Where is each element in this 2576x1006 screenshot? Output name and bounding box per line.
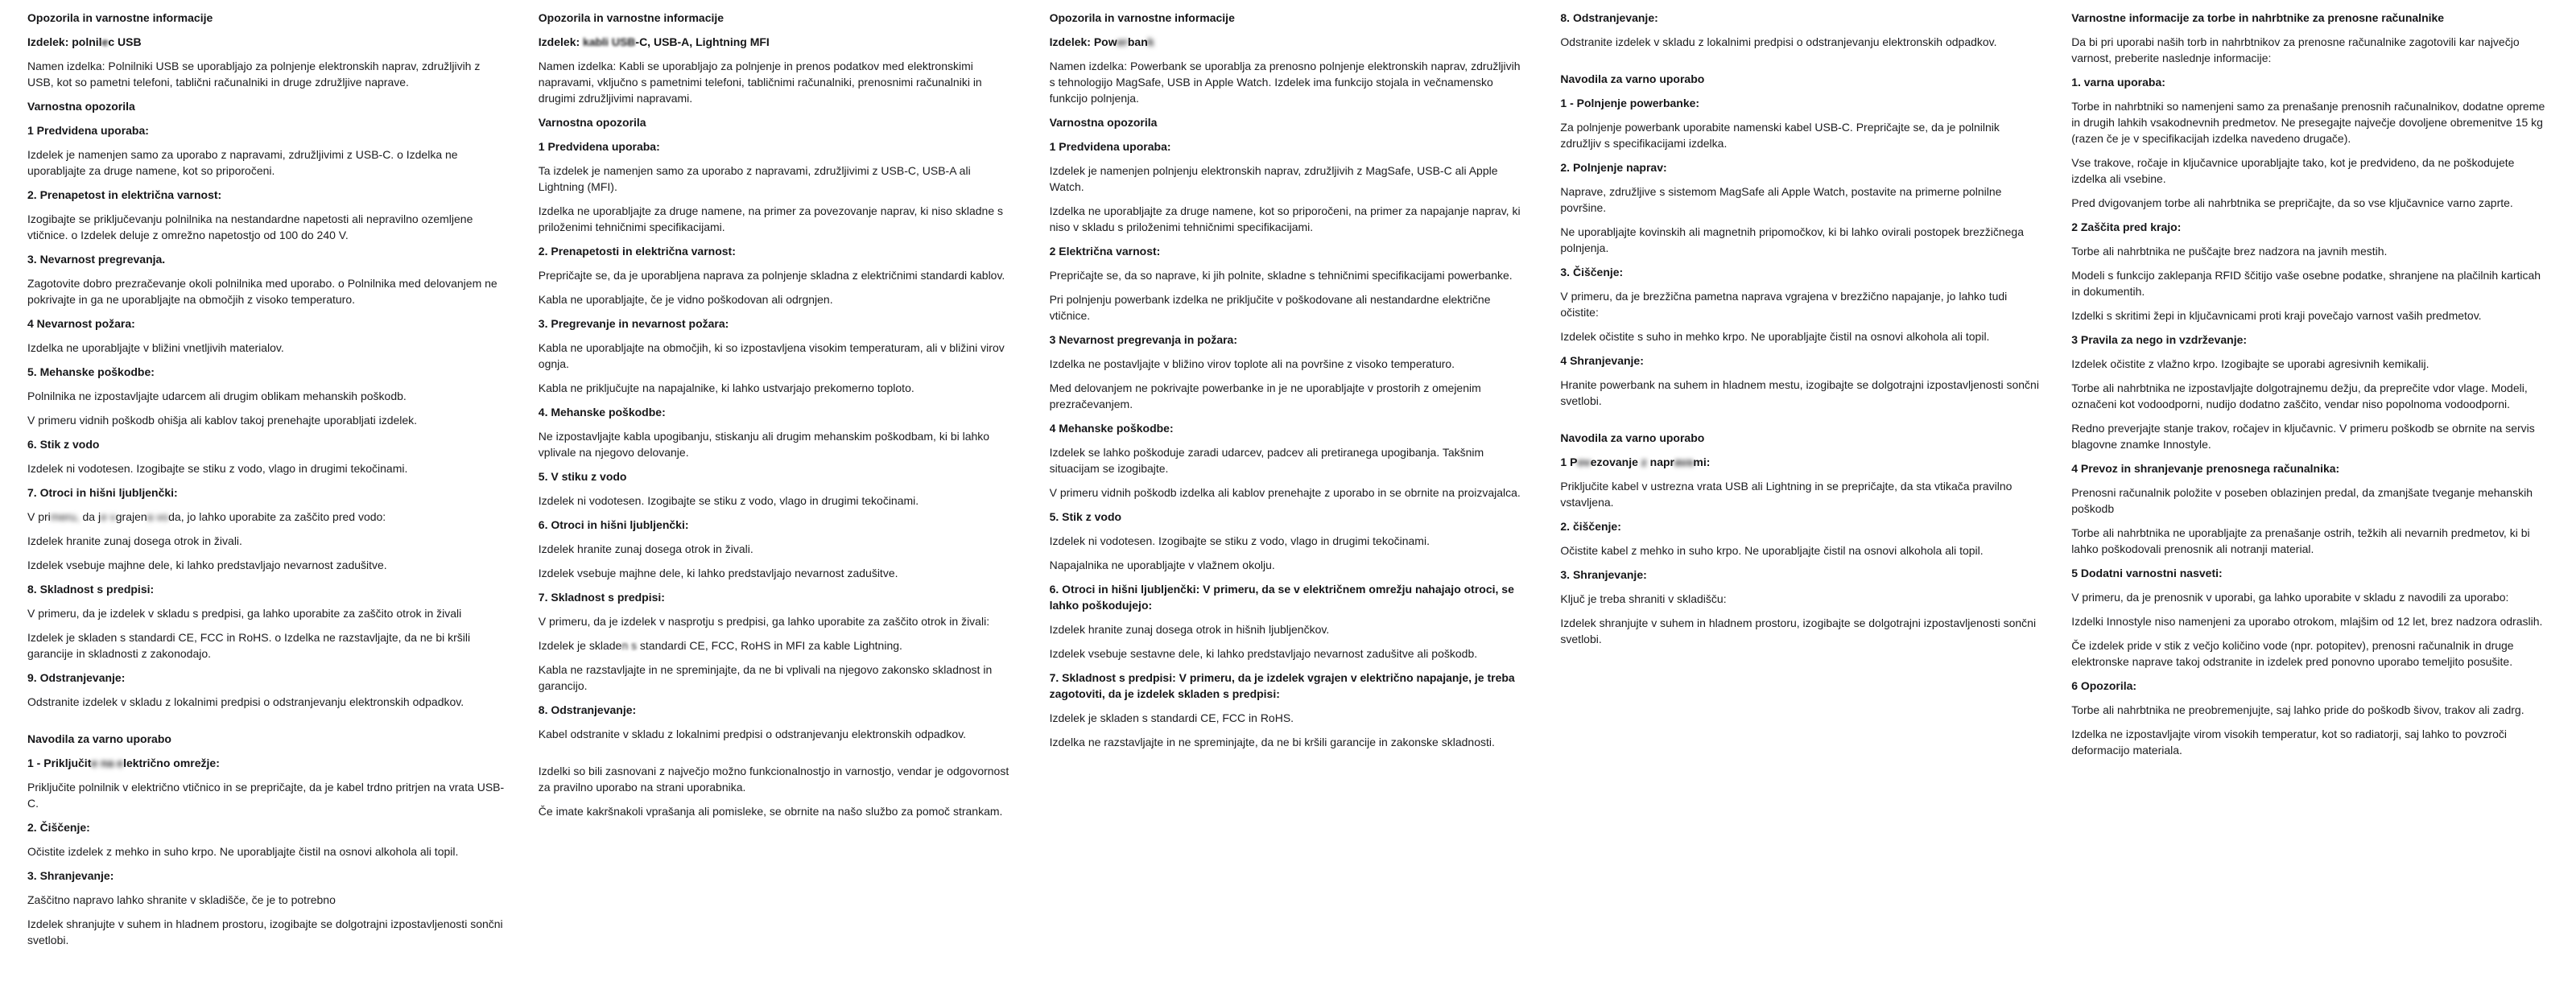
- paragraph: [539, 541, 1018, 557]
- text-run: 2. Polnjenje naprav:: [1560, 161, 1667, 174]
- text-run: Izdelka ne uporabljajte v bližini vnetljivih materialov.: [27, 341, 284, 354]
- paragraph: [539, 203, 1018, 235]
- heading: [27, 868, 506, 884]
- heading: [27, 819, 506, 835]
- heading: [1050, 138, 1529, 155]
- heading: [27, 581, 506, 597]
- paragraph: [27, 629, 506, 662]
- text-run: Izdelek se lahko poškoduje zaradi udarcev, padcev ali pretiranega upogibanja. Takšnim situacijam se izogibajte.: [1049, 446, 1484, 475]
- text-run: ban: [1127, 35, 1148, 48]
- text-run: 8. Odstranjevanje:: [538, 703, 637, 716]
- text-run: 1 P: [1560, 456, 1578, 468]
- paragraph: [2071, 613, 2550, 629]
- text-run: V primeru vidnih poškodb izdelka ali kablov prenehajte z uporabo in se obrnite na proizvajalca.: [1049, 486, 1521, 499]
- paragraph: [27, 605, 506, 621]
- text-run: 4 Mehanske poškodbe:: [1049, 422, 1174, 435]
- heading: [27, 670, 506, 686]
- paragraph: [27, 892, 506, 908]
- text-run: Izdelek ni vodotesen. Izogibajte se stiku z vodo, vlago in drugimi tekočinami.: [27, 462, 408, 475]
- paragraph: [27, 779, 506, 811]
- text-run: 7. Skladnost s predpisi:: [538, 591, 665, 604]
- text-run: 3 Nevarnost pregrevanja in požara:: [1049, 333, 1238, 346]
- paragraph: [539, 267, 1018, 283]
- heading: [1560, 518, 2039, 534]
- paragraph: [1050, 734, 1529, 750]
- text-run: Pri polnjenju powerbank izdelka ne priključite v poškodovane ali nestandardne električne vtičnice.: [1049, 293, 1491, 322]
- heading: [2071, 332, 2550, 348]
- paragraph: [2071, 34, 2550, 66]
- text-run: Namen izdelka: Polnilniki USB se uporabljajo za polnjenje elektronskih naprav, združljivih z USB, kot so pametni telefoni, tablični računalniki in druge združljive naprave.: [27, 60, 481, 89]
- text-run: Izogibajte se priključevanju polnilnika na nestandardne napetosti ali nepravilno ozemljene vtičnice. o Izdelek deluje z omrežno napetostjo od 100 do 240 V.: [27, 212, 473, 241]
- paragraph: [2071, 637, 2550, 670]
- text-run: Izdelki so bili zasnovani z največjo možno funkcionalnostjo in varnostjo, vendar je odgovornost za pravilno uporabo na strani uporabnika.: [538, 765, 1009, 794]
- paragraph: [1560, 542, 2039, 559]
- text-run: Opozorila in varnostne informacije: [538, 11, 724, 24]
- heading: [539, 138, 1018, 155]
- redacted-text: e na e: [91, 757, 124, 769]
- text-run: 4 Shranjevanje:: [1560, 354, 1644, 367]
- redacted-text: e v: [101, 510, 116, 523]
- paragraph: [2071, 155, 2550, 187]
- text-run: Varnostna opozorila: [1049, 116, 1158, 129]
- paragraph: [539, 637, 1018, 653]
- text-run: Da bi pri uporabi naših torb in nahrbtnikov za prenosne računalnike zagotovili kar največjo varnost, preberite naslednje informacije:: [2071, 35, 2520, 64]
- text-run: V primeru, da je izdelek v nasprotju s predpisi, ga lahko uporabite za zaščito otrok in živali:: [538, 615, 990, 628]
- text-run: Navodila za varno uporabo: [1560, 72, 1705, 85]
- text-run: V primeru, da je brezžična pametna naprava vgrajena v brezžično napajanje, jo lahko tudi očistite:: [1560, 290, 2008, 319]
- paragraph: [539, 380, 1018, 396]
- section-title: [539, 10, 1018, 26]
- paragraph: [27, 843, 506, 860]
- paragraph: [27, 916, 506, 948]
- text-run: Izdelek:: [538, 35, 584, 48]
- text-run: Izdelek ni vodotesen. Izogibajte se stiku z vodo, vlago in drugimi tekočinami.: [1049, 534, 1430, 547]
- text-run: V primeru vidnih poškodb ohišja ali kablov takoj prenehajte uporabljati izdelek.: [27, 414, 418, 427]
- text-run: Opozorila in varnostne informacije: [1049, 11, 1235, 24]
- paragraph: [1050, 710, 1529, 726]
- paragraph: [27, 509, 506, 525]
- text-run: 5 Dodatni varnostni nasveti:: [2071, 567, 2223, 579]
- redacted-text: a vo: [147, 510, 169, 523]
- text-run: Vse trakove, ročaje in ključavnice uporabljajte tako, kot je predvideno, da ne poškodujete izdelka ali vsebine.: [2071, 156, 2515, 185]
- heading: [27, 187, 506, 203]
- text-run: Varnostna opozorila: [538, 116, 646, 129]
- text-run: Izdelek očistite s suho in mehko krpo. Ne uporabljajte čistil na osnovi alkohola ali topil.: [1560, 330, 1990, 343]
- text-run: Odstranite izdelek v skladu z lokalnimi predpisi o odstranjevanju elektronskih odpadkov.: [27, 695, 464, 708]
- text-run: da j: [79, 510, 101, 523]
- text-run: Opozorila in varnostne informacije: [27, 11, 213, 24]
- heading: [27, 251, 506, 267]
- redacted-text: n s: [621, 639, 637, 652]
- heading: [1560, 430, 2039, 446]
- text-run: Izdelek: polnil: [27, 35, 102, 48]
- redacted-text: er: [1117, 35, 1128, 48]
- paragraph: [2071, 380, 2550, 412]
- section-title: [27, 10, 506, 26]
- text-run: Izdelek je sklade: [538, 639, 622, 652]
- paragraph: [2071, 98, 2550, 146]
- text-run: Zaščitno napravo lahko shranite v skladišče, če je to potrebno: [27, 893, 336, 906]
- heading: [539, 243, 1018, 259]
- text-run: 1. varna uporaba:: [2071, 76, 2165, 89]
- paragraph: [2071, 484, 2550, 517]
- heading: [539, 468, 1018, 484]
- text-run: Izdelka ne uporabljajte za druge namene, na primer za povezovanje naprav, ki niso skladne s priloženimi tehničnimi specifikacijami.: [538, 204, 1003, 233]
- redacted-text: k: [1147, 35, 1154, 48]
- text-run: Izdelek hranite zunaj dosega otrok in hišnih ljubljenčkov.: [1049, 623, 1330, 636]
- text-run: Modeli s funkcijo zaklepanja RFID ščitijo vaše osebne podatke, shranjene na plačilnih karticah in dokumentih.: [2071, 269, 2541, 298]
- text-run: 5. V stiku z vodo: [538, 470, 627, 483]
- paragraph: [2071, 702, 2550, 718]
- text-run: 1 - Polnjenje powerbanke:: [1560, 97, 1700, 109]
- text-run: 2. Čiščenje:: [27, 821, 90, 834]
- text-run: Prepričajte se, da je uporabljena naprava za polnjenje skladna z električnimi standardi kablov.: [538, 269, 1005, 282]
- paragraph: [27, 412, 506, 428]
- text-run: Ključ je treba shraniti v skladišču:: [1560, 592, 1727, 605]
- redacted-text: z: [1641, 456, 1647, 468]
- heading: [1050, 509, 1529, 525]
- text-run: 8. Skladnost s predpisi:: [27, 583, 155, 596]
- text-run: Izdelek shranjujte v suhem in hladnem prostoru, izogibajte se dolgotrajni izpostavljenosti sončni svetlobi.: [27, 917, 503, 946]
- paragraph: [1050, 356, 1529, 372]
- heading: [539, 702, 1018, 718]
- text-run: c USB: [108, 35, 142, 48]
- text-run: 1 Predvidena uporaba:: [1049, 140, 1171, 153]
- paragraph: [539, 291, 1018, 307]
- text-run: Prenosni računalnik položite v poseben oblazinjen predal, da zmanjšate tveganje mehanskih poškodb: [2071, 486, 2533, 515]
- text-run: 1 Predvidena uporaba:: [538, 140, 660, 153]
- redacted-text: e: [101, 35, 109, 48]
- text-run: Če imate kakršnakoli vprašanja ali pomisleke, se obrnite na našo službo za pomoč strankam.: [538, 805, 1003, 818]
- text-run: Varnostne informacije za torbe in nahrbtnike za prenosne računalnike: [2071, 11, 2445, 24]
- text-run: Kabla ne razstavljajte in ne spreminjajte, da ne bi vplivali na njegovo zakonsko skladnost in garancijo.: [538, 663, 993, 692]
- text-run: 3. Shranjevanje:: [1560, 568, 1647, 581]
- paragraph: [1050, 557, 1529, 573]
- text-run: Izdelek hranite zunaj dosega otrok in živali.: [538, 542, 753, 555]
- text-run: Torbe ali nahrbtnika ne izpostavljajte dolgotrajnemu dežju, da preprečite vdor vlage. Modeli, označeni kot vodoodporni, nudijo dodatno zaščito, vendar niso popolnoma vodoodporni.: [2071, 381, 2528, 410]
- text-run: Kabla ne uporabljajte, če je vidno poškodovan ali odrgnjen.: [538, 293, 833, 306]
- paragraph: [1050, 621, 1529, 637]
- text-run: Navodila za varno uporabo: [27, 732, 171, 745]
- text-run: Priključite kabel v ustrezna vrata USB ali Lightning in se prepričajte, da sta vtikača pravilno vstavljena.: [1560, 480, 2013, 509]
- paragraph: [1560, 591, 2039, 607]
- text-run: Naprave, združljive s sistemom MagSafe ali Apple Watch, postavite na primerne polnilne površine.: [1560, 185, 2002, 214]
- text-run: 7. Otroci in hišni ljubljenčki:: [27, 486, 178, 499]
- text-run: 2. čiščenje:: [1560, 520, 1621, 533]
- heading: [27, 484, 506, 501]
- text-run: Med delovanjem ne pokrivajte powerbanke in je ne uporabljajte v prostorih z omejenim prezračevanjem.: [1049, 381, 1481, 410]
- redacted-text: ava: [1674, 456, 1694, 468]
- paragraph: [1560, 615, 2039, 647]
- paragraph: [1050, 163, 1529, 195]
- heading: [1050, 420, 1529, 436]
- text-run: 3 Pravila za nego in vzdrževanje:: [2071, 333, 2248, 346]
- heading: [539, 517, 1018, 533]
- text-run: 9. Odstranjevanje:: [27, 671, 126, 684]
- text-run: standardi CE, FCC, RoHS in MFI za kable Lightning.: [637, 639, 902, 652]
- text-run: 1 - Priključit: [27, 757, 92, 769]
- paragraph: [1050, 380, 1529, 412]
- text-run: Izdelek je namenjen polnjenju elektronskih naprav, združljivih z MagSafe, USB-C ali Apple Watch.: [1049, 164, 1498, 193]
- heading: [1560, 353, 2039, 369]
- text-run: Izdelek ni vodotesen. Izogibajte se stiku z vodo, vlago in drugimi tekočinami.: [538, 494, 919, 507]
- heading: [539, 589, 1018, 605]
- paragraph: [27, 533, 506, 549]
- text-run: Kabla ne priključujte na napajalnike, ki lahko ustvarjajo prekomerno toploto.: [538, 381, 914, 394]
- paragraph: [539, 662, 1018, 694]
- column-cables: [539, 10, 1018, 1006]
- text-run: 2. Prenapetost in električna varnost:: [27, 188, 222, 201]
- text-run: Očistite izdelek z mehko in suho krpo. Ne uporabljajte čistil na osnovi alkohola ali topil.: [27, 845, 459, 858]
- text-run: 5. Mehanske poškodbe:: [27, 365, 155, 378]
- heading: [1050, 243, 1529, 259]
- text-run: 3. Čiščenje:: [1560, 266, 1624, 278]
- paragraph: [1560, 224, 2039, 256]
- text-run: Redno preverjajte stanje trakov, ročajev in ključavnic. V primeru poškodb se obrnite na servis blagovne znamke Innostyle.: [2071, 422, 2535, 451]
- paragraph: [1050, 203, 1529, 235]
- paragraph: [27, 460, 506, 476]
- paragraph: [27, 388, 506, 404]
- text-run: Hranite powerbank na suhem in hladnem mestu, izogibajte se dolgotrajni izpostavljenosti sončni svetlobi.: [1560, 378, 2039, 407]
- text-run: Če izdelek pride v stik z večjo količino vode (npr. potopitev), prenosni računalnik in druge elektronske naprave takoj odstranite in izdelek pred ponovno uporabo temeljito posušite.: [2071, 639, 2514, 668]
- paragraph: [1560, 377, 2039, 409]
- text-run: Namen izdelka: Powerbank se uporablja za prenosno polnjenje elektronskih naprav, združljivih s tehnologijo MagSafe, USB in Apple Watch. Izdelek ima funkcijo stojala in večnamensko funkcijo polnjenja.: [1049, 60, 1521, 105]
- heading: [1560, 71, 2039, 87]
- heading: [539, 404, 1018, 420]
- text-run: Pred dvigovanjem torbe ali nahrbtnika se prepričajte, da so vse ključavnice varno zaprte.: [2071, 196, 2513, 209]
- paragraph: [27, 557, 506, 573]
- text-run: 8. Odstranjevanje:: [1560, 11, 1658, 24]
- text-run: Torbe ali nahrbtnika ne puščajte brez nadzora na javnih mestih.: [2071, 245, 2388, 258]
- text-run: Izdelki Innostyle niso namenjeni za uporabo otrokom, mlajšim od 12 let, brez nadzora odraslih.: [2071, 615, 2543, 628]
- heading: [27, 436, 506, 452]
- text-run: Torbe ali nahrbtnika ne uporabljajte za prenašanje ostrih, težkih ali nevarnih predmetov, ki bi lahko poškodovali prenosnik ali notranji material.: [2071, 526, 2530, 555]
- text-run: Torbe ali nahrbtnika ne preobremenjujte, saj lahko pride do poškodb šivov, trakov ali zadrg.: [2071, 703, 2524, 716]
- section-title: [1050, 10, 1529, 26]
- text-run: Izdelka ne uporabljajte za druge namene, kot so priporočeni, na primer za napajanje naprav, ki niso v skladu s priloženimi tehničnimi specifikacijami.: [1049, 204, 1521, 233]
- heading: [27, 364, 506, 380]
- text-run: Izdelek hranite zunaj dosega otrok in živali.: [27, 534, 242, 547]
- paragraph: [27, 275, 506, 307]
- section-title: [2071, 10, 2550, 26]
- text-run: Torbe in nahrbtniki so namenjeni samo za prenašanje prenosnih računalnikov, dodatne opreme in drugih lahkih vsakodnevnih predmetov. Ne presegajte največje dovoljene obremenitve 15 kg (razen če je v specifikacijah izdelka navedeno drugače).: [2071, 100, 2545, 145]
- heading: [1050, 114, 1529, 130]
- text-run: Očistite kabel z mehko in suho krpo. Ne uporabljajte čistil na osnovi alkohola ali topil.: [1560, 544, 1984, 557]
- paragraph: [539, 565, 1018, 581]
- heading: [27, 98, 506, 114]
- text-run: 2 Zaščita pred krajo:: [2071, 221, 2182, 233]
- paragraph: [1050, 291, 1529, 324]
- text-run: 1 Predvidena uporaba:: [27, 124, 149, 137]
- text-run: 4 Prevoz in shranjevanje prenosnega računalnika:: [2071, 462, 2340, 475]
- text-run: Napajalnika ne uporabljajte v vlažnem okolju.: [1049, 559, 1275, 571]
- text-run: 6. Stik z vodo: [27, 438, 100, 451]
- text-run: Za polnjenje powerbank uporabite namenski kabel USB-C. Prepričajte se, da je polnilnik združljiv s specifikacijami izdelka.: [1560, 121, 2000, 150]
- text-run: Izdelek je skladen s standardi CE, FCC in RoHS.: [1049, 711, 1294, 724]
- paragraph: [539, 613, 1018, 629]
- paragraph: [2071, 589, 2550, 605]
- paragraph: [539, 493, 1018, 509]
- text-run: Odstranite izdelek v skladu z lokalnimi predpisi o odstranjevanju elektronskih odpadkov.: [1560, 35, 1997, 48]
- heading: [27, 122, 506, 138]
- text-run: 3. Nevarnost pregrevanja.: [27, 253, 166, 266]
- paragraph: [539, 763, 1018, 795]
- text-run: Izdelek vsebuje sestavne dele, ki lahko predstavljajo nevarnost zadušitve ali poškodb.: [1049, 647, 1478, 660]
- text-run: lektrično omrežje:: [123, 757, 220, 769]
- text-run: V pri: [27, 510, 51, 523]
- heading: [2071, 565, 2550, 581]
- heading: [2071, 219, 2550, 235]
- heading: [1050, 670, 1529, 702]
- paragraph: [1560, 478, 2039, 510]
- text-run: V primeru, da je prenosnik v uporabi, ga lahko uporabite v skladu z navodili za uporabo:: [2071, 591, 2509, 604]
- text-run: Izdelek vsebuje majhne dele, ki lahko predstavljajo nevarnost zadušitve.: [27, 559, 387, 571]
- paragraph: [1560, 288, 2039, 320]
- heading: [1560, 159, 2039, 175]
- heading: [539, 114, 1018, 130]
- text-run: Zagotovite dobro prezračevanje okoli polnilnika med uporabo. o Polnilnika med delovanjem ne pokrivajte in ga ne uporabljajte na območjih z visoko temperaturo.: [27, 277, 497, 306]
- text-run: Varnostna opozorila: [27, 100, 135, 113]
- paragraph: [539, 726, 1018, 742]
- paragraph: [2071, 195, 2550, 211]
- heading: [2071, 74, 2550, 90]
- paragraph: [539, 58, 1018, 106]
- redacted-text: ov: [1577, 456, 1591, 468]
- text-run: grajen: [115, 510, 147, 523]
- text-run: Izdelek je namenjen samo za uporabo z napravami, združljivimi z USB-C. o Izdelka ne uporabljajte za druge namene, kot so priporočeni.: [27, 148, 458, 177]
- text-run: -C, USB-A, Lightning MFI: [635, 35, 770, 48]
- text-run: 3. Shranjevanje:: [27, 869, 114, 882]
- paragraph: [27, 340, 506, 356]
- text-run: 4 Nevarnost požara:: [27, 317, 135, 330]
- column-charger-usb: [27, 10, 506, 1006]
- paragraph: [539, 340, 1018, 372]
- text-run: Izdelka ne izpostavljajte virom visokih temperatur, kot so radiatorji, saj lahko to povzroči deformacijo materiala.: [2071, 728, 2507, 757]
- heading: [27, 755, 506, 771]
- heading: [1560, 454, 2039, 470]
- text-run: napr: [1646, 456, 1675, 468]
- paragraph: [2071, 726, 2550, 758]
- heading: [1560, 95, 2039, 111]
- text-run: 2. Prenapetosti in električna varnost:: [538, 245, 736, 258]
- text-run: 6. Otroci in hišni ljubljenčki:: [538, 518, 689, 531]
- paragraph: [27, 211, 506, 243]
- text-run: 4. Mehanske poškodbe:: [538, 406, 666, 418]
- text-run: Namen izdelka: Kabli se uporabljajo za polnjenje in prenos podatkov med elektronskimi napravami, vključno s pametnimi telefoni, tabličnimi računalniki, prenosnimi računalniki in drugimi združljivimi napravami.: [538, 60, 982, 105]
- paragraph: [27, 694, 506, 710]
- heading: [27, 315, 506, 332]
- paragraph: [2071, 525, 2550, 557]
- paragraph: [1560, 328, 2039, 344]
- text-run: Kabel odstranite v skladu z lokalnimi predpisi o odstranjevanju elektronskih odpadkov.: [538, 728, 967, 740]
- paragraph: [539, 428, 1018, 460]
- paragraph: [1560, 34, 2039, 50]
- paragraph: [1050, 484, 1529, 501]
- redacted-text: kabli USB: [583, 35, 636, 48]
- paragraph: [1560, 119, 2039, 151]
- paragraph: [539, 803, 1018, 819]
- heading: [1560, 10, 2039, 26]
- text-run: 2 Električna varnost:: [1049, 245, 1161, 258]
- heading: [1560, 567, 2039, 583]
- text-run: ezovanje: [1590, 456, 1641, 468]
- heading: [539, 34, 1018, 50]
- redacted-text: meru,: [50, 510, 80, 523]
- text-run: 5. Stik z vodo: [1049, 510, 1122, 523]
- text-run: Izdelek: Pow: [1049, 35, 1117, 48]
- paragraph: [539, 163, 1018, 195]
- text-run: Ta izdelek je namenjen samo za uporabo z napravami, združljivimi z USB-C, USB-A ali Lightning (MFI).: [538, 164, 971, 193]
- heading: [27, 731, 506, 747]
- text-run: Priključite polnilnik v električno vtičnico in se prepričajte, da je kabel trdno pritrjen na vrata USB-C.: [27, 781, 505, 810]
- text-run: Polnilnika ne izpostavljajte udarcem ali drugim oblikam mehanskih poškodb.: [27, 390, 407, 402]
- paragraph: [2071, 356, 2550, 372]
- paragraph: [1050, 58, 1529, 106]
- column-powerbank: [1050, 10, 1529, 1006]
- text-run: mi:: [1693, 456, 1711, 468]
- text-run: Ne izpostavljajte kabla upogibanju, stiskanju ali drugim mehanskim poškodbam, ki bi lahko vplivale na njegovo delovanje.: [538, 430, 990, 459]
- paragraph: [2071, 307, 2550, 324]
- text-run: Ne uporabljajte kovinskih ali magnetnih pripomočkov, ki bi lahko ovirali postopek brezžičnega polnjenja.: [1560, 225, 2024, 254]
- text-run: Izdelek vsebuje majhne dele, ki lahko predstavljajo nevarnost zadušitve.: [538, 567, 898, 579]
- heading: [1560, 264, 2039, 280]
- heading: [2071, 678, 2550, 694]
- paragraph: [1050, 444, 1529, 476]
- paragraph: [2071, 420, 2550, 452]
- paragraph: [1560, 183, 2039, 216]
- paragraph: [1050, 533, 1529, 549]
- paragraph: [27, 146, 506, 179]
- heading: [539, 315, 1018, 332]
- heading: [1050, 581, 1529, 613]
- text-run: Izdelka ne razstavljajte in ne spreminjajte, da ne bi kršili garancije in zakonske skladnosti.: [1049, 736, 1495, 748]
- text-run: Navodila za varno uporabo: [1560, 431, 1705, 444]
- heading: [1050, 34, 1529, 50]
- text-run: Prepričajte se, da so naprave, ki jih polnite, skladne s tehničnimi specifikacijami powerbanke.: [1049, 269, 1513, 282]
- text-run: Izdelki s skritimi žepi in ključavnicami proti kraji povečajo varnost vaših predmetov.: [2071, 309, 2482, 322]
- text-run: da, jo lahko uporabite za zaščito pred vodo:: [168, 510, 386, 523]
- paragraph: [2071, 243, 2550, 259]
- heading: [2071, 460, 2550, 476]
- text-run: 6 Opozorila:: [2071, 679, 2137, 692]
- text-run: Izdelka ne postavljajte v bližino virov toplote ali na površine z visoko temperaturo.: [1049, 357, 1455, 370]
- paragraph: [2071, 267, 2550, 299]
- paragraph: [27, 58, 506, 90]
- text-run: Izdelek očistite z vlažno krpo. Izogibajte se uporabi agresivnih kemikalij.: [2071, 357, 2429, 370]
- heading: [27, 34, 506, 50]
- text-run: 6. Otroci in hišni ljubljenčki: V primeru, da se v električnem omrežju nahajajo otroci, se lahko poškodujejo:: [1049, 583, 1514, 612]
- column-bags: [2071, 10, 2550, 1006]
- text-run: 3. Pregrevanje in nevarnost požara:: [538, 317, 729, 330]
- text-run: V primeru, da je izdelek v skladu s predpisi, ga lahko uporabite za zaščito otrok in živali: [27, 607, 462, 620]
- text-run: Kabla ne uporabljajte na območjih, ki so izpostavljena visokim temperaturam, ali v bližini virov ognja.: [538, 341, 1005, 370]
- text-run: Izdelek shranjujte v suhem in hladnem prostoru, izogibajte se dolgotrajni izpostavljenosti sončni svetlobi.: [1560, 616, 2037, 645]
- text-run: Izdelek je skladen s standardi CE, FCC in RoHS. o Izdelka ne razstavljajte, da ne bi kršili garancije in skladnosti z zakonodajo.: [27, 631, 471, 660]
- text-run: 7. Skladnost s predpisi: V primeru, da je izdelek vgrajen v električno napajanje, je treba zagotoviti, da je izdelek skladen s predpisi:: [1049, 671, 1515, 700]
- paragraph: [1050, 645, 1529, 662]
- heading: [1050, 332, 1529, 348]
- column-powerbank-instructions: [1560, 10, 2039, 1006]
- paragraph: [1050, 267, 1529, 283]
